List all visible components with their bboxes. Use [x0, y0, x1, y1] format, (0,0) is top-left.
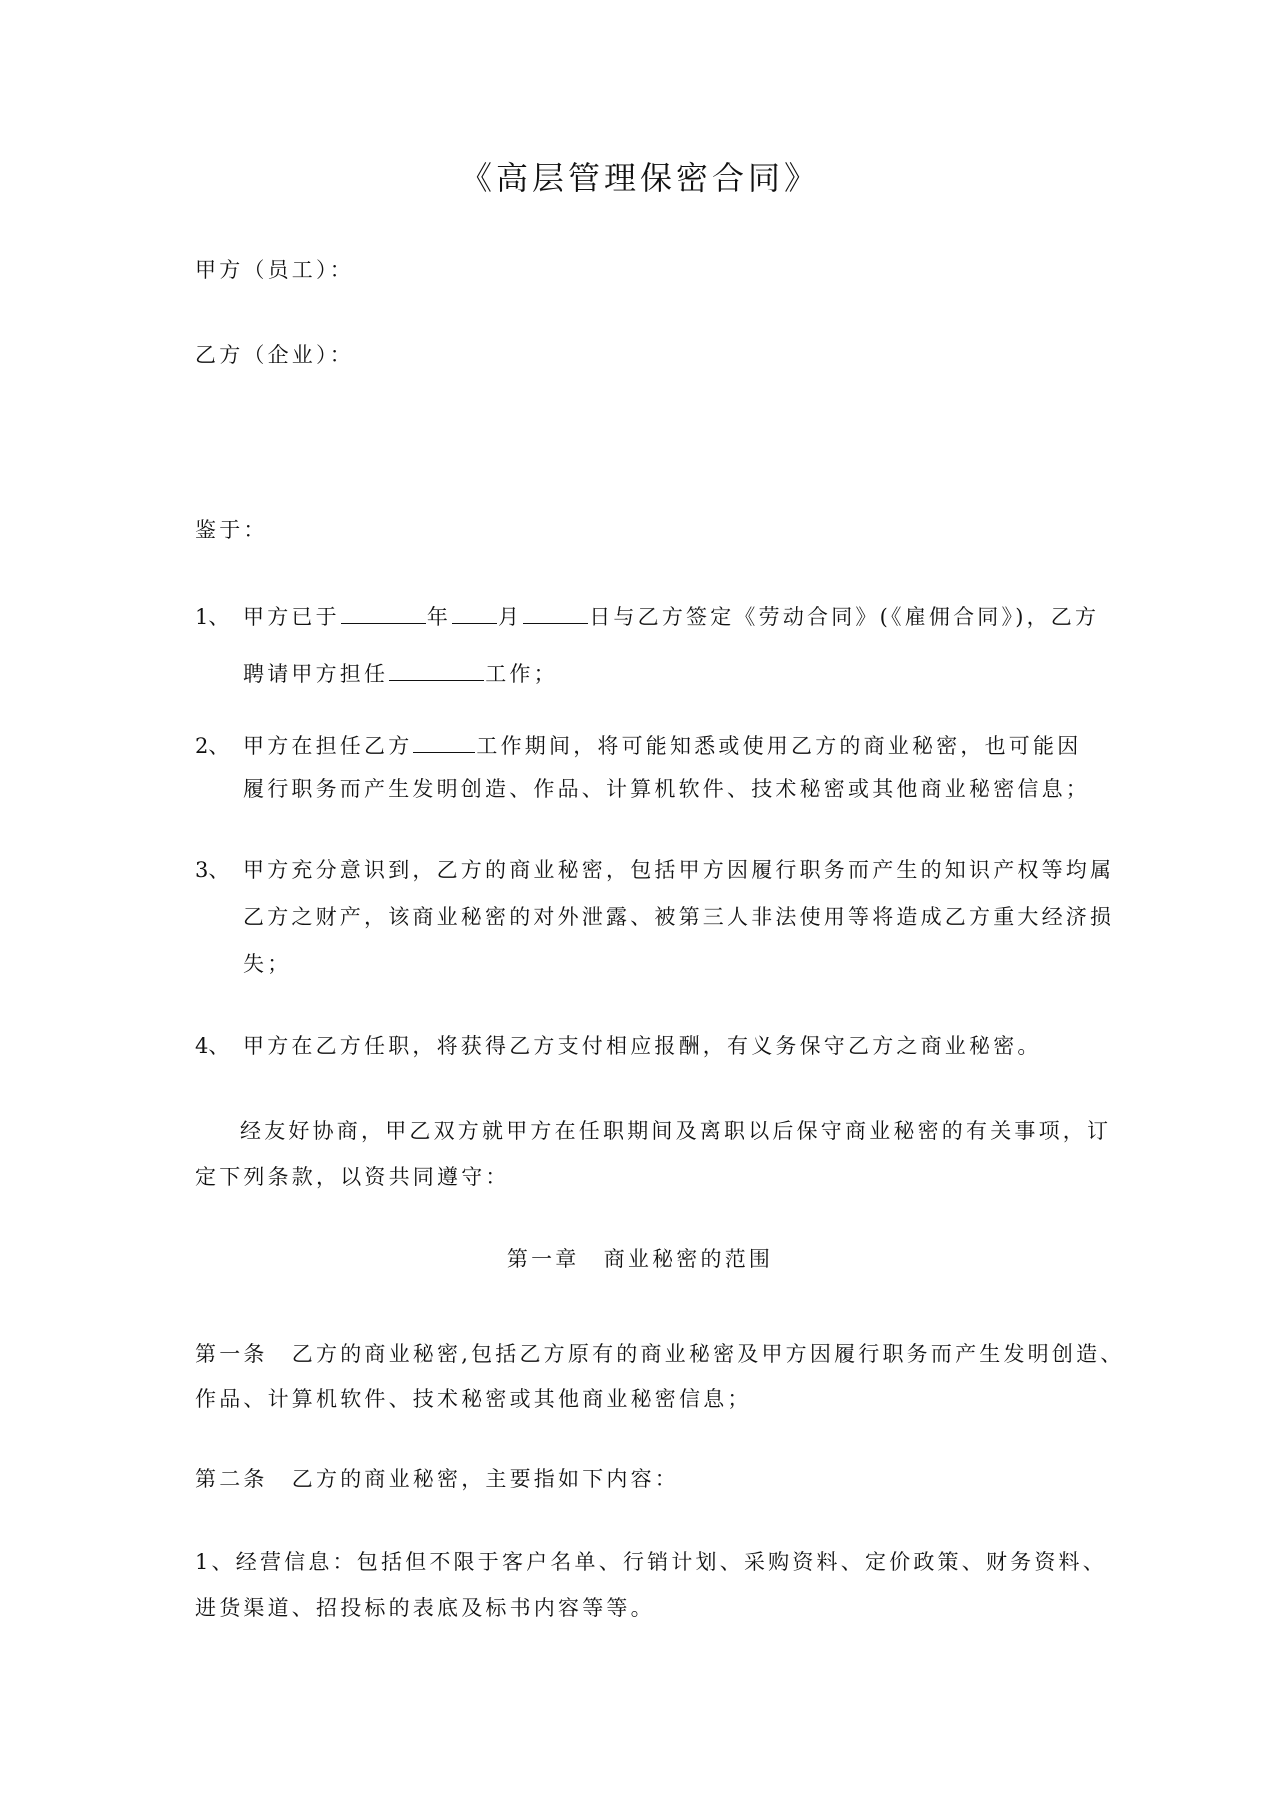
recital-2-line-2: 履行职务而产生发明创造、作品、计算机软件、技术秘密或其他商业秘密信息； [243, 777, 1090, 801]
agreement-line-1: 经友好协商，甲乙双方就甲方在任职期间及离职以后保守商业秘密的有关事项，订 [240, 1119, 1112, 1143]
recital-1-line-1: 1、 甲方已于 年 月 日与乙方签定《劳动合同》(《雇佣合同》)，乙方 [195, 601, 1099, 631]
article-2-line-1: 第二条 乙方的商业秘密，主要指如下内容： [195, 1467, 679, 1491]
recital-1-line-2: 聘请甲方担任 工作； [243, 658, 558, 688]
day-blank[interactable] [523, 601, 588, 624]
party-b-label: 乙方（企业）： [195, 343, 354, 367]
recital-number: 3、 [195, 858, 230, 882]
recital-number: 4、 [195, 1034, 230, 1058]
article-1-line-1: 第一条 乙方的商业秘密,包括乙方原有的商业秘密及甲方因履行职务而产生发明创造、 [195, 1342, 1125, 1366]
year-blank[interactable] [341, 601, 426, 624]
item-1-line-1: 1、经营信息：包括但不限于客户名单、行销计划、采购资料、定价政策、财务资料、 [195, 1550, 1107, 1574]
party-a-label: 甲方（员工）： [195, 258, 354, 282]
recital-2-line-1: 2、 甲方在担任乙方 工作期间，将可能知悉或使用乙方的商业秘密，也可能因 [195, 730, 1081, 760]
position-blank[interactable] [389, 658, 484, 681]
recital-3-line-2: 乙方之财产，该商业秘密的对外泄露、被第三人非法使用等将造成乙方重大经济损 [243, 905, 1115, 929]
chapter-heading: 第一章 商业秘密的范围 [506, 1247, 774, 1271]
recital-4-line-1: 4、 甲方在乙方任职，将获得乙方支付相应报酬，有义务保守乙方之商业秘密。 [195, 1034, 1042, 1058]
whereas-heading: 鉴于： [195, 518, 268, 542]
month-blank[interactable] [452, 601, 497, 624]
recital-number: 1、 [195, 605, 230, 629]
document-title: 《高层管理保密合同》 [459, 159, 820, 197]
department-blank[interactable] [413, 730, 475, 753]
article-1-line-2: 作品、计算机软件、技术秘密或其他商业秘密信息； [195, 1387, 752, 1411]
recital-3-line-1: 3、 甲方充分意识到，乙方的商业秘密，包括甲方因履行职务而产生的知识产权等均属 [195, 858, 1115, 882]
recital-3-line-3: 失； [243, 952, 292, 976]
item-1-line-2: 进货渠道、招投标的表底及标书内容等等。 [195, 1596, 655, 1620]
agreement-line-2: 定下列条款，以资共同遵守： [195, 1165, 510, 1189]
recital-number: 2、 [195, 734, 230, 758]
